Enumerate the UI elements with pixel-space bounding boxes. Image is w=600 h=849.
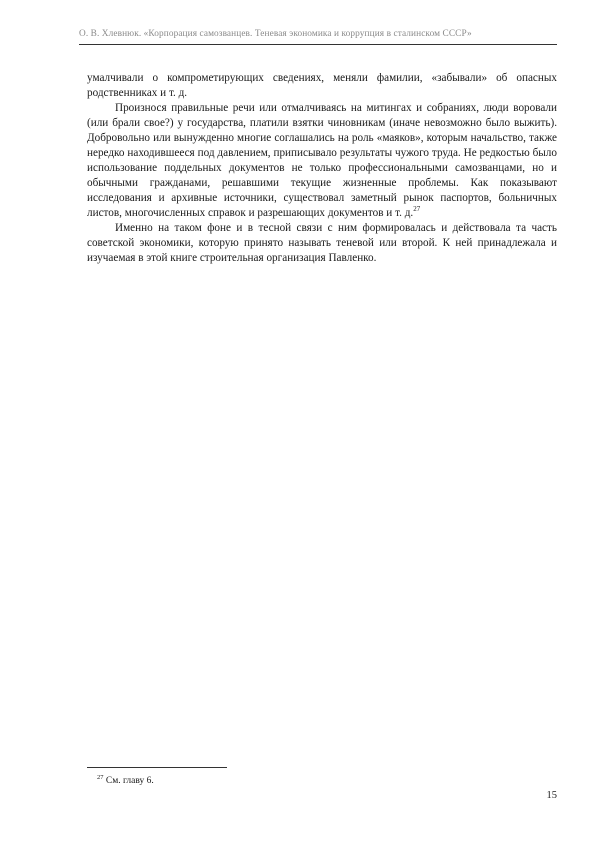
paragraph-2 bbox=[87, 101, 557, 221]
footnote-text: См. главу 6. bbox=[105, 776, 154, 786]
header-rule bbox=[79, 44, 557, 45]
footnote-rule bbox=[87, 767, 227, 768]
footnote bbox=[97, 776, 154, 786]
footnote-number: 27 bbox=[97, 774, 104, 781]
page-number: 15 bbox=[546, 790, 557, 801]
paragraph-2-text: Произнося правильные речи или отмалчиваясь на митингах и собраниях, люди воровали (или брали свое?) у государства, платили взятки чиновникам (иначе невозможно было выжить). Добровольно или вынужденно многие соглашались на роль «маяков», которым начальство, также нередко находившееся под давлением, приписывало результаты чужого труда. Не редкостью было использование поддельных документов не только профессиональными самозванцами, но и обычными гражданами, решавшими текущие жизненные проблемы. Как показывают исследования и архивные источники, существовал заметный рынок паспортов, больничных листов, многочисленных справок и разрешающих документов и т. д. bbox=[87, 102, 557, 219]
footnote-reference[interactable]: 27 bbox=[413, 205, 421, 213]
paragraph-1: умалчивали о компрометирующих сведениях, меняли фамилии, «забывали» об опасных родственниках и т. д. bbox=[87, 72, 557, 99]
paragraph-3: Именно на таком фоне и в тесной связи с ним формировалась и действовала та часть советской экономики, которую принято называть теневой или второй. К ней принадлежала и изучаемая в этой книге строительная организация Павленко. bbox=[87, 222, 557, 264]
running-header: О. В. Хлевнюк. «Корпорация самозванцев. Теневая экономика и коррупция в сталинском СССР» bbox=[79, 29, 472, 39]
body-text bbox=[87, 71, 557, 266]
